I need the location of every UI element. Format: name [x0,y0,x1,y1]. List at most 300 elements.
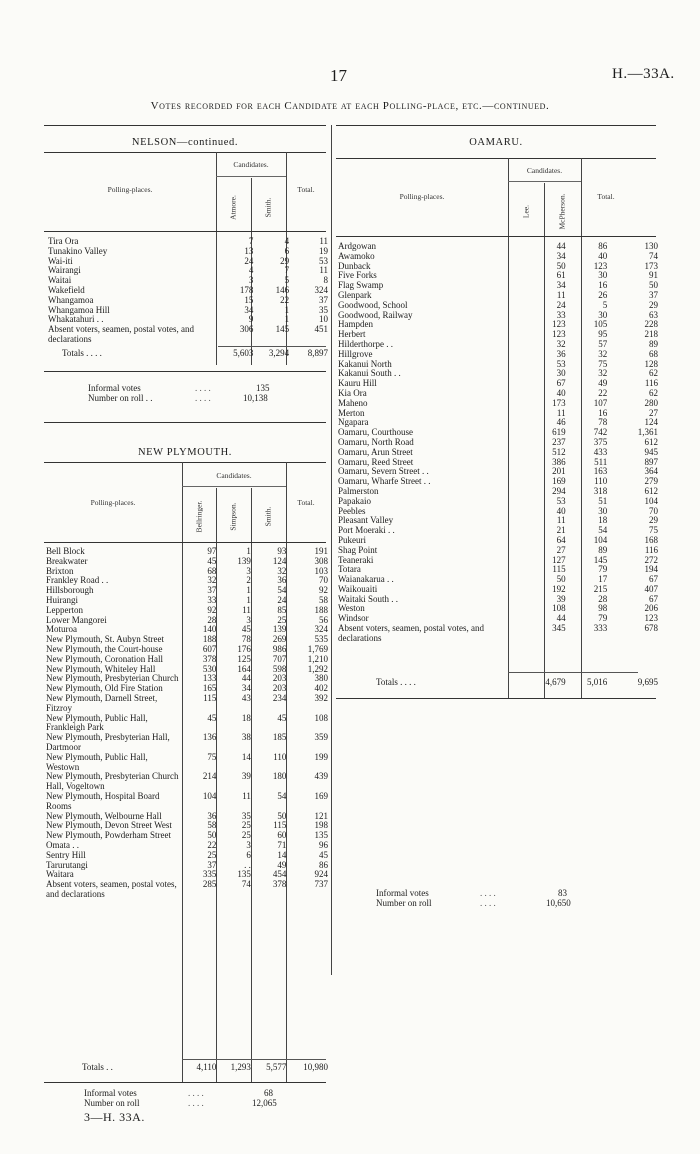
vote-count-t: 1,210 [307,653,328,664]
polling-place-name: Sentry Hill [46,849,86,860]
vote-count-b: . . [244,859,251,870]
oamaru-row [338,526,658,536]
vote-count-c: 115 [273,820,287,831]
vote-count-t: 35 [319,304,328,315]
np-row [46,694,328,714]
oamaru-cand2-label: McPherson. [557,193,567,230]
oamaru-roll-dots: . . . . [480,898,496,908]
polling-place-name: Tarurutangi [46,859,88,870]
polling-place-name: Hillsborough [46,585,94,596]
vote-count-t: 10 [319,314,328,325]
vote-count-t: 897 [644,456,658,467]
nelson-total-b: 3,294 [268,348,290,358]
oamaru-totals-label: Totals . . . . [376,677,416,687]
vote-count-a: 7 [248,236,254,246]
polling-place-name: New Plymouth, Welbourne Hall [46,810,162,821]
polling-place-name: New Plymouth, Devon Street West [46,820,172,831]
polling-place-name: Ngapara [338,417,369,428]
vote-count-c: 110 [273,751,287,762]
oamaru-roll-label: Number on roll [376,898,432,908]
vote-count-a: 36 [556,348,566,359]
np-totals-row [46,1063,328,1073]
vote-count-c: 71 [277,839,287,850]
vote-count-b: 16 [598,280,608,291]
oamaru-row [338,477,658,487]
vote-count-t: 612 [644,485,658,496]
vote-count-c: 203 [272,673,287,684]
polling-place-name: Flag Swamp [338,280,384,291]
oamaru-cand1-label: Lee. [521,204,531,219]
vote-count-t: 535 [314,634,328,645]
vote-count-c: 203 [272,683,287,694]
vote-count-b: 333 [593,623,608,634]
vote-count-t: 37 [649,289,658,300]
vote-count-t: 218 [644,329,658,340]
vote-count-t: 19 [319,245,328,256]
oamaru-top-rule [336,125,656,126]
np-total-a: 4,110 [196,1062,217,1072]
vote-count-t: 280 [644,397,658,408]
polling-place-name: New Plymouth, Public Hall, Westown [46,751,148,772]
vote-count-b: 51 [598,495,608,506]
polling-place-name: Goodwood, Railway [338,309,413,320]
polling-place-name: Merton [338,407,365,418]
np-row [46,733,328,753]
vote-count-t: 121 [314,810,328,821]
column-separator [331,125,332,975]
vote-count-b: 18 [241,712,251,723]
polling-place-name: Totara [338,564,361,575]
vote-count-t: 91 [649,270,658,281]
vote-count-t: 67 [649,593,658,604]
vote-count-b: 34 [241,683,251,694]
vote-count-a: 37 [207,859,217,870]
nelson-top-rule [44,125,326,126]
vote-count-b: 145 [593,554,608,565]
polling-place-name: Waitaki South . . [338,593,399,604]
vote-count-b: 104 [593,534,608,545]
np-totals-label: Totals . . [82,1062,113,1072]
polling-place-name: Awamoko [338,250,375,261]
polling-place-name: Wakefield [48,284,85,295]
vote-count-t: 407 [644,583,658,594]
vote-count-t: 945 [644,446,658,457]
np-total-label: Total. [297,498,315,507]
vote-count-t: 11 [319,265,328,276]
polling-place-name: New Plymouth, Presbyterian Hall, Dartmoor [46,732,170,752]
polling-place-name: Herbert [338,329,366,340]
oamaru-body-rule [336,236,656,237]
polling-place-name: New Plymouth, Presbyterian Church Hall, Vogeltown [46,771,179,792]
np-cand3-label: Smith. [263,506,273,527]
polling-place-name: Waianakarua . . [338,574,394,585]
vote-count-a: 140 [202,624,217,635]
np-cand2-label: Simpson. [228,502,238,531]
vote-count-b: 123 [593,260,608,271]
vote-count-a: 75 [207,751,217,762]
vote-count-c: 32 [277,565,287,576]
vote-count-a: 44 [556,241,566,251]
vote-count-b: 163 [593,466,608,477]
vote-count-c: 124 [272,555,287,566]
vote-count-c: 60 [277,830,287,841]
vote-count-a: 123 [552,329,566,340]
vote-count-b: 32 [598,348,608,359]
vote-count-b: 78 [241,634,251,645]
vote-count-a: 3 [248,275,254,286]
vote-count-a: 67 [556,378,566,389]
vote-count-b: 74 [241,879,251,890]
nelson-body-rule [44,231,326,232]
vote-count-t: 50 [649,280,658,291]
vote-count-a: 133 [202,673,217,684]
nelson-informal-value: 135 [256,383,270,393]
page-footer: 3—H. 33A. [84,1110,145,1124]
polling-place-name: Oamaru, Arun Street [338,446,413,457]
vote-count-t: 37 [319,294,328,305]
vote-count-b: 79 [598,564,608,575]
polling-place-name: Oamaru, Severn Street . . [338,466,429,477]
vote-count-b: 78 [598,417,608,428]
vote-count-b: 98 [598,603,608,614]
polling-place-name: New Plymouth, Public Hall, Frankleigh Park [46,712,148,733]
vote-count-b: 110 [594,476,608,487]
vote-count-b: 146 [275,284,290,295]
vote-count-b: 105 [593,319,608,330]
oamaru-row [338,556,658,566]
vote-count-t: 198 [314,820,328,831]
vote-count-b: 107 [593,397,608,408]
vote-count-t: 130 [644,241,658,251]
oamaru-title: OAMARU. [469,137,523,148]
page-heading: Votes recorded for each Candidate at each Polling-place, etc.—continued. [150,100,550,112]
vote-count-b: 22 [598,387,608,398]
vote-count-b: 11 [242,604,251,615]
vote-count-b: 57 [598,338,608,349]
vote-count-t: 173 [644,260,658,271]
np-informal-dots: . . . . [188,1088,204,1098]
vote-count-a: 37 [207,585,217,596]
vote-count-b: 75 [598,358,608,369]
vote-count-t: 402 [314,683,328,694]
oamaru-row [338,281,658,291]
polling-place-name: Whangamoa Hill [48,304,110,315]
polling-place-name: Huirangi [46,594,78,605]
vote-count-t: 678 [644,623,658,634]
vote-count-b: 49 [598,378,608,389]
vote-count-b: 125 [237,653,251,664]
vote-count-a: 44 [556,613,566,624]
polling-place-name: Waitai [48,275,72,286]
vote-count-c: 269 [272,634,287,645]
vote-count-a: 123 [552,319,566,330]
oamaru-row [338,536,658,546]
np-totals-table [46,1063,328,1073]
polling-place-name: Moturoa [46,624,77,635]
oamaru-header-rule [336,158,656,159]
np-roll-value: 12,065 [252,1098,277,1108]
vote-count-a: 53 [556,495,566,506]
np-roll-dots: . . . . [188,1098,204,1108]
vote-count-a: 21 [556,525,566,536]
oamaru-totals-table [338,678,658,688]
nelson-polling-label: Polling-places. [107,185,153,194]
vote-count-a: 108 [552,603,566,614]
vote-count-t: 89 [649,338,658,349]
vote-count-b: 1 [246,585,251,596]
oamaru-total-a: 4,679 [545,677,566,687]
vote-count-a: 15 [244,294,254,305]
vote-count-b: 318 [593,485,608,496]
oamaru-row [338,311,658,321]
polling-place-name: Oamaru, Courthouse [338,427,413,438]
vote-count-b: 1 [246,594,251,605]
vote-count-t: 62 [649,368,658,379]
polling-place-name: Papakaio [338,495,371,506]
vote-count-a: 512 [552,446,566,457]
polling-place-name: Tunakino Valley [48,245,108,256]
vote-count-a: 33 [207,594,217,605]
oamaru-roll-value: 10,650 [546,898,571,908]
vote-count-b: 1 [246,546,251,556]
vote-count-b: 3 [246,839,251,850]
vote-count-a: 619 [552,427,566,438]
vote-count-a: 115 [203,692,217,703]
nelson-totals-label: Totals . . . . [62,348,102,358]
oamaru-informal-label: Informal votes [376,888,429,898]
vote-count-b: 742 [593,427,608,438]
vote-count-t: 8 [323,275,328,286]
vote-count-t: 324 [314,624,328,635]
vote-count-a: 285 [202,879,217,890]
vote-count-t: 29 [649,515,658,526]
vote-count-b: 22 [280,294,290,305]
vote-count-t: 364 [644,466,658,477]
polling-place-name: Whakatahuri . . [48,314,104,325]
np-total-c: 5,577 [266,1062,287,1072]
vote-count-b: 1 [284,314,290,325]
vote-count-a: 11 [556,407,566,418]
oamaru-table [338,242,658,644]
vote-count-c: 139 [272,624,287,635]
vote-count-a: 30 [556,368,566,379]
vote-count-t: 359 [314,732,328,743]
nelson-roll-value: 10,138 [243,393,268,403]
vote-count-t: 75 [649,525,658,536]
polling-place-name: Lepperton [46,604,83,615]
oamaru-row [338,320,658,330]
vote-count-a: 50 [556,260,566,271]
vote-count-c: 50 [277,810,287,821]
vote-count-a: 306 [239,324,254,335]
vote-count-t: 324 [314,284,328,295]
oamaru-polling-label: Polling-places. [399,192,445,201]
vote-count-b: 35 [241,810,251,821]
vote-count-b: 5 [602,299,608,310]
vote-count-a: 32 [207,575,217,586]
vote-count-b: 25 [241,830,251,841]
vote-count-b: 3 [246,614,251,625]
vote-count-a: 61 [556,270,566,281]
polling-place-name: Kauru Hill [338,378,377,389]
vote-count-t: 228 [644,319,658,330]
polling-place-name: Kia Ora [338,387,367,398]
polling-place-name: New Plymouth, Old Fire Station [46,683,163,694]
polling-place-name: Maheno [338,397,368,408]
vote-count-t: 1,292 [307,663,328,674]
vote-count-t: 53 [319,255,328,266]
polling-place-name: Absent voters, seamen, postal votes, and declarations [48,324,194,344]
nelson-table [48,237,328,345]
vote-count-t: 135 [314,830,328,841]
vote-count-a: 22 [207,839,217,850]
vote-count-t: 380 [314,673,328,684]
vote-count-b: 164 [237,663,251,674]
vote-count-a: 386 [552,456,566,467]
nelson-title: NELSON—continued. [131,137,239,148]
vote-count-a: 173 [552,397,566,408]
polling-place-name: Frankley Road . . [46,575,109,586]
vote-count-b: 79 [598,613,608,624]
vote-count-a: 45 [207,555,217,566]
vote-count-a: 214 [202,771,217,782]
polling-place-name: New Plymouth, Coronation Hall [46,653,163,664]
vote-count-b: 45 [241,624,251,635]
vote-count-b: 511 [594,456,608,467]
vote-count-b: 135 [237,869,251,880]
new-plymouth-table [46,547,328,900]
vote-count-a: 58 [207,820,217,831]
nelson-total-t: 8,897 [307,348,328,358]
vote-count-b: 1 [284,304,290,315]
vote-count-t: 108 [314,712,328,723]
polling-place-name: Kakanui North [338,358,392,369]
np-totals-rule [182,1059,326,1060]
vote-count-t: 70 [319,575,328,586]
polling-place-name: Windsor [338,613,369,624]
vote-count-a: 46 [556,417,566,428]
vote-count-c: 36 [277,575,287,586]
polling-place-name: Teaneraki [338,554,374,565]
vote-count-c: 54 [277,790,287,801]
vote-count-a: 64 [556,534,566,545]
polling-place-name: Weston [338,603,365,614]
vote-count-t: 199 [314,751,328,762]
np-row [46,792,328,812]
nelson-informal-label: Informal votes [88,383,141,393]
polling-place-name: Bell Block [46,546,85,556]
vote-count-a: 68 [207,565,217,576]
polling-place-name: Wairangi [48,265,81,276]
vote-count-a: 11 [556,515,566,526]
polling-place-name: Glenpark [338,289,372,300]
oamaru-row [338,340,658,350]
vote-count-b: 145 [275,324,290,335]
np-informal-value: 68 [264,1088,273,1098]
polling-place-name: Whangamoa [48,294,94,305]
polling-place-name: New Plymouth, St. Aubyn Street [46,634,165,645]
vote-count-a: 378 [202,653,217,664]
oamaru-row [338,624,658,644]
np-cand1-label: Bellringer. [194,500,204,533]
oamaru-bottom-rule [336,698,656,699]
oamaru-totals-rule [508,672,638,673]
vote-count-b: 11 [242,790,251,801]
polling-place-name: New Plymouth, Powderham Street [46,830,171,841]
np-roll-label: Number on roll [84,1098,140,1108]
vote-count-a: 530 [202,663,217,674]
vote-count-b: 39 [241,771,251,782]
vote-count-b: 6 [284,245,290,256]
vote-count-t: 188 [314,604,328,615]
nelson-row [48,325,328,345]
vote-count-a: 169 [552,476,566,487]
vote-count-t: 27 [649,407,658,418]
vote-count-t: 124 [644,417,658,428]
oamaru-row [338,497,658,507]
nelson-cand1-label: Atmore. [228,195,238,220]
polling-place-name: Goodwood, School [338,299,408,310]
oamaru-row [338,487,658,497]
polling-place-name: Ardgowan [338,241,376,251]
polling-place-name: Kakanui South . . [338,368,401,379]
oamaru-row [338,575,658,585]
polling-place-name: Pukeuri [338,534,366,545]
vote-count-t: 116 [644,378,658,389]
vote-count-c: 234 [272,692,287,703]
vote-count-a: 136 [202,732,217,743]
oamaru-row [338,262,658,272]
vote-count-c: 986 [272,643,287,654]
vote-count-a: 294 [552,485,566,496]
vote-count-t: 68 [649,348,658,359]
vote-count-b: 14 [241,751,251,762]
nelson-totals-table [48,349,328,359]
vote-count-a: 34 [556,280,566,291]
np-polling-label: Polling-places. [90,498,136,507]
vote-count-a: 34 [244,304,254,315]
np-header-rule [44,462,326,463]
vote-count-t: 63 [649,309,658,320]
nelson-cand2-label: Smith. [263,197,273,218]
vote-count-b: 43 [241,692,251,703]
vote-count-b: 18 [598,515,608,526]
vote-count-a: 127 [552,554,566,565]
vote-count-a: 335 [202,869,217,880]
vote-count-c: 54 [277,585,287,596]
vote-count-a: 36 [207,810,217,821]
vote-count-c: 180 [272,771,287,782]
vote-count-a: 188 [202,634,217,645]
vote-count-a: 165 [202,683,217,694]
oamaru-totals-row [338,678,658,688]
vote-count-b: 17 [598,574,608,585]
vote-count-a: 345 [552,623,566,634]
oamaru-row [338,604,658,614]
vote-count-b: 29 [280,255,290,266]
vote-count-b: 44 [241,673,251,684]
vote-count-c: 707 [272,653,287,664]
polling-place-name: Lower Mangorei [46,614,107,625]
vote-count-t: 439 [314,771,328,782]
vote-count-a: 24 [556,299,566,310]
vote-count-a: 28 [207,614,217,625]
polling-place-name: Hilderthorpe . . [338,338,393,349]
polling-place-name: Omata . . [46,839,79,850]
vote-count-a: 607 [202,643,217,654]
nelson-candidates-rule [216,176,286,177]
vote-count-a: 40 [556,387,566,398]
